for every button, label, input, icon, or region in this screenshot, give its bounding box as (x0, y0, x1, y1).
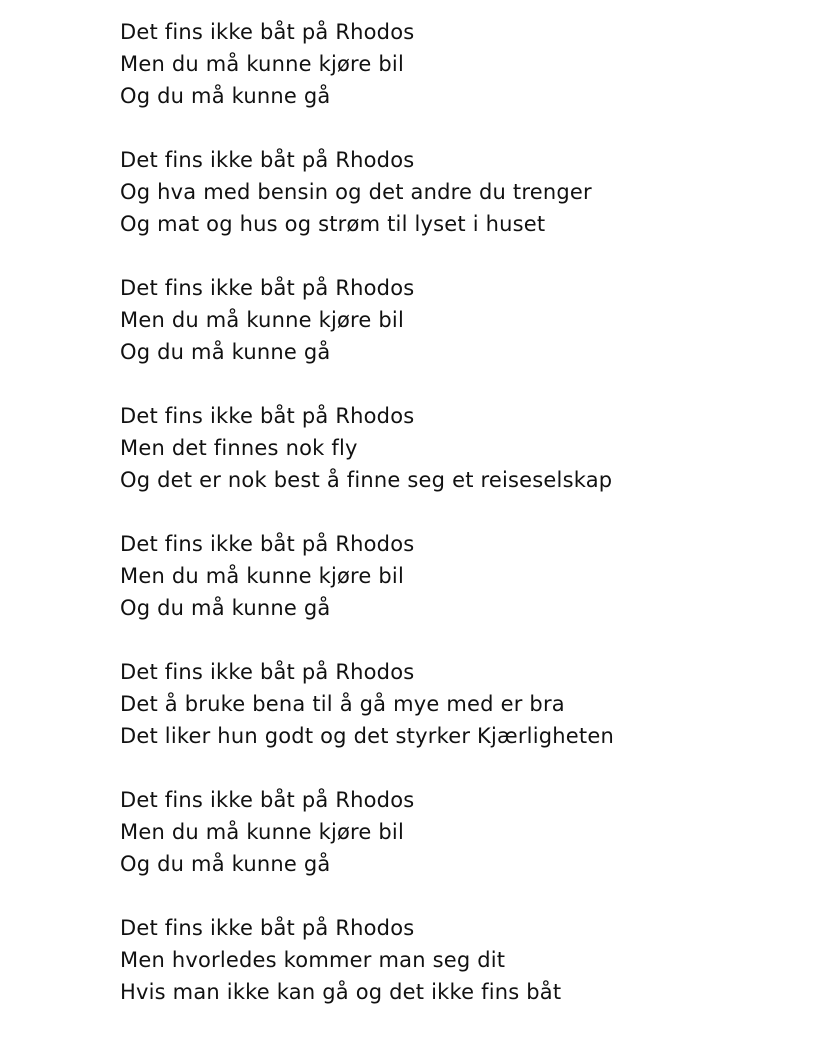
lyric-line: Det liker hun godt og det styrker Kjærligheten (120, 724, 614, 748)
stanza-2 (120, 144, 820, 240)
lyric-line: Og du må kunne gå (120, 852, 331, 876)
lyric-line: Men du må kunne kjøre bil (120, 52, 404, 76)
lyric-line: Det fins ikke båt på Rhodos (120, 276, 415, 300)
lyric-line: Og du må kunne gå (120, 84, 331, 108)
stanza-7 (120, 784, 820, 880)
lyric-line: Og du må kunne gå (120, 340, 331, 364)
lyric-line: Det fins ikke båt på Rhodos (120, 532, 415, 556)
lyric-line: Men du må kunne kjøre bil (120, 564, 404, 588)
lyric-line: Og mat og hus og strøm til lyset i huset (120, 212, 546, 236)
lyric-line: Det fins ikke båt på Rhodos (120, 148, 415, 172)
lyric-line: Men hvorledes kommer man seg dit (120, 948, 506, 972)
lyric-line: Men det finnes nok fly (120, 436, 358, 460)
lyric-line: Det fins ikke båt på Rhodos (120, 788, 415, 812)
lyric-line: Og hva med bensin og det andre du trenger (120, 180, 592, 204)
lyric-line: Hvis man ikke kan gå og det ikke fins båt (120, 980, 562, 1004)
lyric-line: Det fins ikke båt på Rhodos (120, 660, 415, 684)
lyric-line: Og det er nok best å finne seg et reiseselskap (120, 468, 613, 492)
stanza-5 (120, 528, 820, 624)
stanza-6 (120, 656, 820, 752)
stanza-3 (120, 272, 820, 368)
stanza-1 (120, 16, 820, 112)
lyric-line: Det fins ikke båt på Rhodos (120, 20, 415, 44)
stanza-4 (120, 400, 820, 496)
lyric-line: Men du må kunne kjøre bil (120, 820, 404, 844)
lyric-line: Og du må kunne gå (120, 596, 331, 620)
lyrics-page (120, 16, 820, 1040)
lyric-line: Det fins ikke båt på Rhodos (120, 404, 415, 428)
stanza-8 (120, 912, 820, 1008)
lyric-line: Det fins ikke båt på Rhodos (120, 916, 415, 940)
lyric-line: Men du må kunne kjøre bil (120, 308, 404, 332)
lyric-line: Det å bruke bena til å gå mye med er bra (120, 692, 565, 716)
